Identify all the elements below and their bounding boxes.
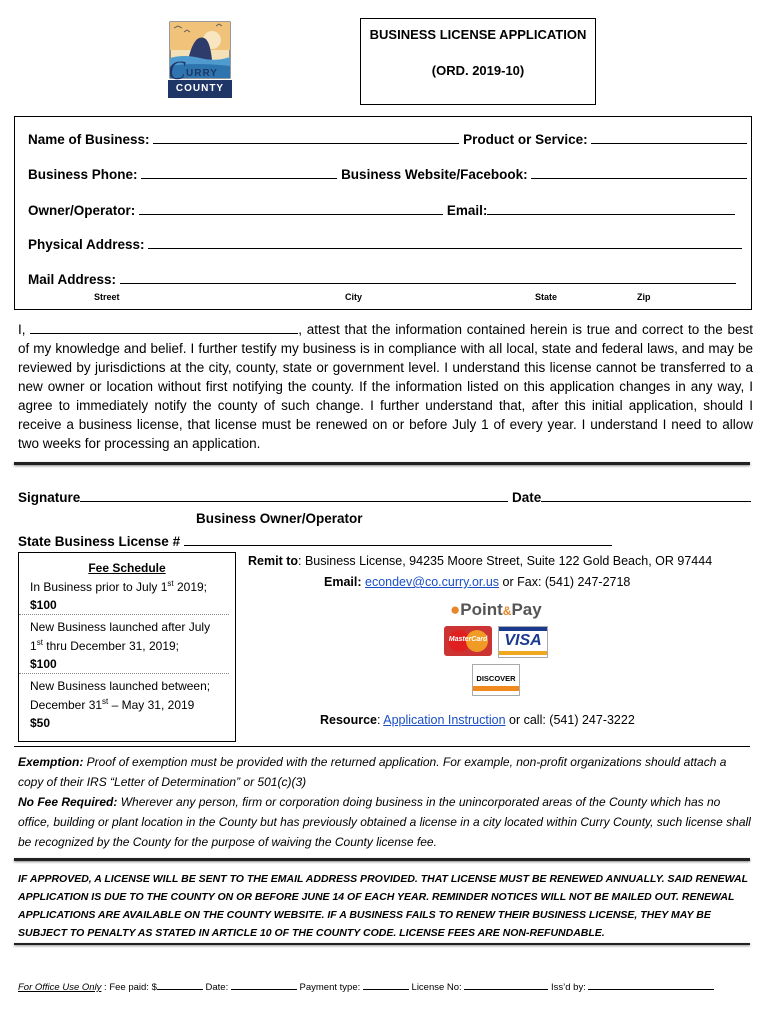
remit-fax: or Fax: (541) 247-2718	[499, 575, 631, 589]
fee-item-2-b: 1st thru December 31, 2019;	[30, 638, 179, 653]
remit-email-label: Email:	[324, 575, 362, 589]
office-date-label: Date:	[205, 982, 231, 993]
exemption-label: Exemption:	[18, 755, 84, 769]
license-no-field[interactable]	[464, 980, 548, 990]
owner-operator-caption: Business Owner/Operator	[196, 511, 363, 526]
business-website-field[interactable]	[531, 166, 747, 179]
business-phone-label: Business Phone:	[28, 167, 138, 182]
discover-logo: DISCOVER	[472, 664, 520, 696]
name-of-business-field[interactable]	[153, 131, 459, 144]
fee-item-1: In Business prior to July 1st 2019;	[30, 579, 208, 594]
payment-type-field[interactable]	[363, 980, 409, 990]
fee-paid-label: : Fee paid: $	[101, 982, 157, 993]
exemption-section	[18, 752, 753, 852]
business-website-label: Business Website/Facebook:	[341, 167, 528, 182]
fee-item-3-amount: $50	[30, 716, 51, 730]
divider	[14, 746, 750, 747]
street-label: Street	[94, 292, 120, 302]
license-no-label: License No:	[411, 982, 465, 993]
renewal-notice: IF APPROVED, A LICENSE WILL BE SENT TO THE EMAIL ADDRESS PROVIDED. THAT LICENSE MUST BE RENEWED ANNUALLY. SAID RENEWAL APPLICATION IS DUE TO THE COUNTY ON OR BEFORE JUNE 14 OF EACH YEAR. REMINDER NOTICES WILL NOT BE MAILED OUT. RENEWAL APPLICATIONS ARE AVAILABLE ON THE COUNTY WEBSITE. IF A BUSINESS FAILS TO RENEW THEIR BUSINESS LICENSE, THEY MAY BE SUBJECT TO PENALTY AS STATED IN ARTICLE 10 OF THE COUNTY CODE. LICENSE FEES ARE NON-REFUNDABLE.	[18, 873, 748, 939]
form-title: BUSINESS LICENSE APPLICATION	[369, 27, 587, 42]
email-fax-line	[324, 575, 630, 589]
issued-by-label: Iss’d by:	[550, 982, 589, 993]
zip-label: Zip	[637, 292, 651, 302]
product-service-field[interactable]	[591, 131, 747, 144]
divider	[14, 943, 750, 945]
remit-line	[248, 554, 712, 568]
fee-paid-field[interactable]	[157, 980, 203, 990]
ordinance-number: (ORD. 2019-10)	[431, 63, 525, 78]
fee-item-3-a: New Business launched between;	[30, 679, 211, 693]
office-use-label: For Office Use Only	[18, 982, 102, 993]
attestation-text: , attest that the information contained herein is true and correct to the best of my knowledge and belief. I further testify my business is in compliance with all local, state and federal laws, and may be reviewed by jurisdictions at the city, county, state or government level. I understand this license cannot be transferred to a new owner or location without first notifying the county. If the information listed on this application changes in any way, I agree to immediately notify the county of such change. I further understand that, after this initial application, should I receive a business license, that license must be renewed on or before July 1 of every year. I understand I need to allow two weeks for processing an application.	[18, 322, 753, 451]
state-label: State	[535, 292, 558, 302]
business-info-box	[14, 116, 752, 310]
office-date-field[interactable]	[231, 980, 297, 990]
remit-address: : Business License, 94235 Moore Street, Suite 122 Gold Beach, OR 97444	[298, 554, 713, 568]
signature-field[interactable]	[80, 489, 508, 502]
fee-item-2-amount: $100	[19, 657, 229, 674]
resource-label: Resource	[320, 713, 377, 727]
remit-label: Remit to	[248, 554, 298, 568]
email-field[interactable]	[487, 202, 735, 215]
city-label: City	[345, 292, 363, 302]
no-fee-text: Wherever any person, firm or corporation doing business in the unincorporated areas of the County which has no office, building or plant location in the County but has previously obtained a license in a city located within Curry County, such license shall be recognized by the County for the purpose of waiving the County license fee.	[18, 795, 751, 849]
fee-schedule-title: Fee Schedule	[88, 561, 166, 575]
resource-phone: or call: (541) 247-3222	[505, 713, 635, 727]
fee-item-1-amount: $100	[19, 598, 229, 615]
remit-email-link[interactable]: econdev@co.curry.or.us	[365, 575, 500, 589]
no-fee-label: No Fee Required:	[18, 795, 118, 809]
attestation-prefix: I,	[18, 322, 26, 337]
logo-text-county: COUNTY	[175, 83, 225, 94]
physical-address-field[interactable]	[148, 236, 742, 249]
signature-label: Signature	[18, 490, 81, 505]
mail-address-field[interactable]	[120, 271, 736, 284]
physical-address-label: Physical Address:	[28, 237, 145, 252]
fee-item-3-b: December 31st – May 31, 2019	[30, 697, 195, 712]
business-phone-field[interactable]	[141, 166, 337, 179]
owner-operator-field[interactable]	[139, 202, 443, 215]
fee-item-2-a: New Business launched after July	[30, 620, 211, 634]
visa-logo: VISA	[498, 626, 548, 658]
attestation-name-field[interactable]	[30, 320, 298, 334]
attestation-paragraph	[18, 320, 753, 453]
name-of-business-label: Name of Business:	[28, 132, 150, 147]
mastercard-logo: MasterCard	[444, 626, 492, 656]
fee-schedule-box	[18, 552, 236, 742]
issued-by-field[interactable]	[588, 980, 714, 990]
curry-county-logo	[164, 20, 236, 100]
date-field[interactable]	[541, 489, 751, 502]
date-label: Date	[512, 490, 542, 505]
logo-initial: C	[168, 56, 186, 85]
exemption-text: Proof of exemption must be provided with the returned application. For example, non-profit organizations should attach a copy of their IRS “Letter of Determination” or 501(c)(3)	[18, 755, 727, 789]
title-box	[360, 18, 596, 105]
state-license-label: State Business License #	[18, 534, 181, 549]
product-service-label: Product or Service:	[463, 132, 588, 147]
application-instruction-link[interactable]: Application Instruction	[383, 713, 506, 727]
payment-type-label: Payment type:	[299, 982, 363, 993]
pointpay-logo: ●Point&Pay	[450, 600, 542, 619]
mail-address-label: Mail Address:	[28, 272, 117, 287]
email-label: Email:	[446, 203, 488, 218]
logo-text-curry: URRY	[186, 68, 218, 79]
divider	[14, 462, 750, 465]
owner-operator-label: Owner/Operator:	[28, 203, 136, 218]
office-use-line	[18, 980, 758, 993]
resource-line: Resource: Application Instruction or call: (541) 247-3222	[320, 713, 635, 727]
divider	[14, 858, 750, 861]
state-license-field[interactable]	[184, 533, 612, 546]
